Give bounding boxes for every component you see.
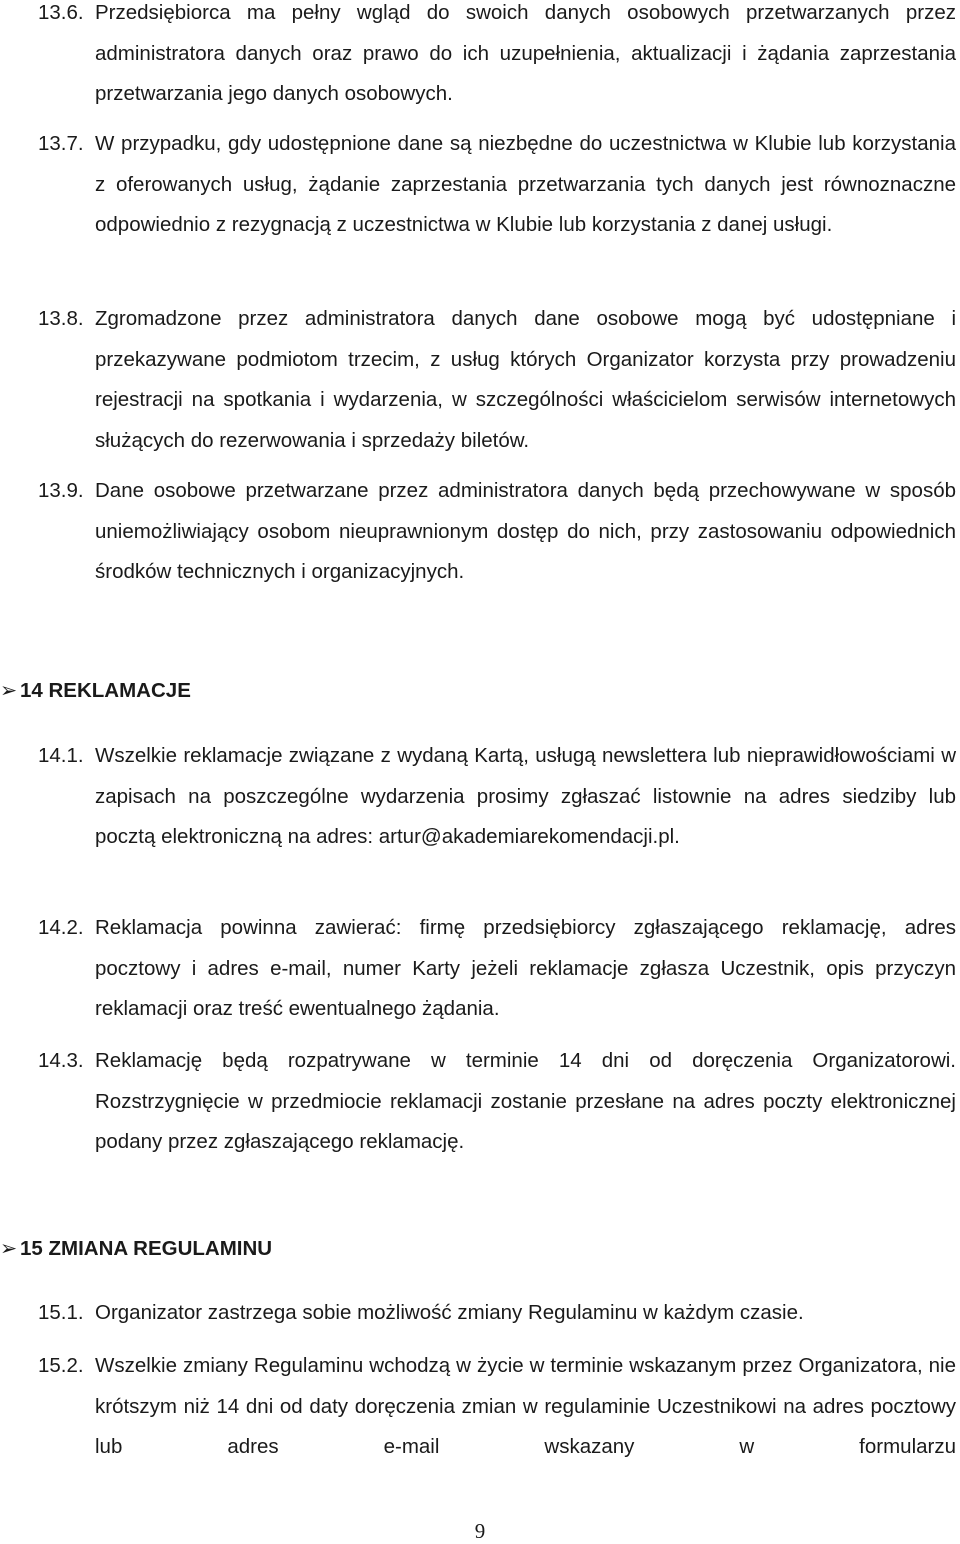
clause-text: Zgromadzone przez administratora danych dane osobowe mogą być udostępniane i przekazywane podmiotom trzecim, z usług których Organizator korzysta przy prowadzeniu rejestracji na spotkania i wydarzenia, w szczególności właścicielom serwisów internetowych służących do rezerwowania i sprzedaży biletów.	[95, 307, 956, 452]
clause-number: 13.6.	[38, 1, 84, 24]
clause-13-6	[38, 0, 956, 115]
clause-number: 13.7.	[38, 132, 84, 155]
clause-text: Dane osobowe przetwarzane przez administratora danych będą przechowywane w sposób uniemożliwiający osobom nieuprawnionym dostęp do nich, przy zastosowaniu odpowiednich środków technicznych i organizacyjnych.	[95, 479, 956, 583]
clause-number: 13.9.	[38, 479, 84, 502]
clause-text: Wszelkie reklamacje związane z wydaną Kartą, usługą newslettera lub nieprawidłowościami w zapisach na poszczególne wydarzenia prosimy zgłaszać listownie na adres siedziby lub pocztą elektroniczną na adres: artur@akademiarekomendacji.pl.	[95, 744, 956, 848]
clause-13-9	[38, 471, 956, 593]
section-heading-15	[0, 1234, 272, 1264]
arrow-bullet-icon: ➢	[0, 679, 18, 702]
clause-14-1	[38, 736, 956, 858]
clause-14-3	[38, 1041, 956, 1163]
clause-14-2	[38, 908, 956, 1030]
clause-number: 14.3.	[38, 1049, 84, 1072]
clause-15-1	[38, 1293, 956, 1334]
clause-text: Wszelkie zmiany Regulaminu wchodzą w życie w terminie wskazanym przez Organizatora, nie krótszym niż 14 dni od daty doręczenia zmian w regulaminie Uczestnikowi na adres pocztowy lub adres e-mail wskazany w formularzu	[95, 1354, 956, 1458]
clause-text: Przedsiębiorca ma pełny wgląd do swoich danych osobowych przetwarzanych przez administratora danych oraz prawo do ich uzupełnienia, aktualizacji i żądania zaprzestania przetwarzania jego danych osobowych.	[95, 1, 956, 105]
clause-number: 13.8.	[38, 307, 84, 330]
clause-text: Reklamacja powinna zawierać: firmę przedsiębiorcy zgłaszającego reklamację, adres pocztowy i adres e-mail, numer Karty jeżeli reklamacje zgłasza Uczestnik, opis przyczyn reklamacji oraz treść ewentualnego żądania.	[95, 916, 956, 1020]
page-number: 9	[474, 1519, 486, 1543]
clause-number: 15.2.	[38, 1354, 84, 1377]
clause-text: Reklamację będą rozpatrywane w terminie 14 dni od doręczenia Organizatorowi. Rozstrzygnięcie w przedmiocie reklamacji zostanie przesłane na adres poczty elektronicznej podany przez zgłaszającego reklamację.	[95, 1049, 956, 1153]
clause-number: 14.2.	[38, 916, 84, 939]
section-title: 15 ZMIANA REGULAMINU	[20, 1237, 273, 1260]
section-heading-14	[0, 676, 191, 706]
clause-number: 14.1.	[38, 744, 84, 767]
clause-13-7	[38, 124, 956, 246]
section-title: 14 REKLAMACJE	[20, 679, 191, 702]
arrow-bullet-icon: ➢	[0, 1237, 18, 1260]
clause-text: W przypadku, gdy udostępnione dane są niezbędne do uczestnictwa w Klubie lub korzystania z oferowanych usług, żądanie zaprzestania przetwarzania tych danych jest równoznaczne odpowiednio z rezygnacją z uczestnictwa w Klubie lub korzystania z danej usługi.	[95, 132, 956, 236]
clause-number: 15.1.	[38, 1301, 84, 1324]
clause-13-8	[38, 299, 956, 461]
clause-15-2	[38, 1346, 956, 1468]
clause-text: Organizator zastrzega sobie możliwość zmiany Regulaminu w każdym czasie.	[95, 1301, 804, 1324]
